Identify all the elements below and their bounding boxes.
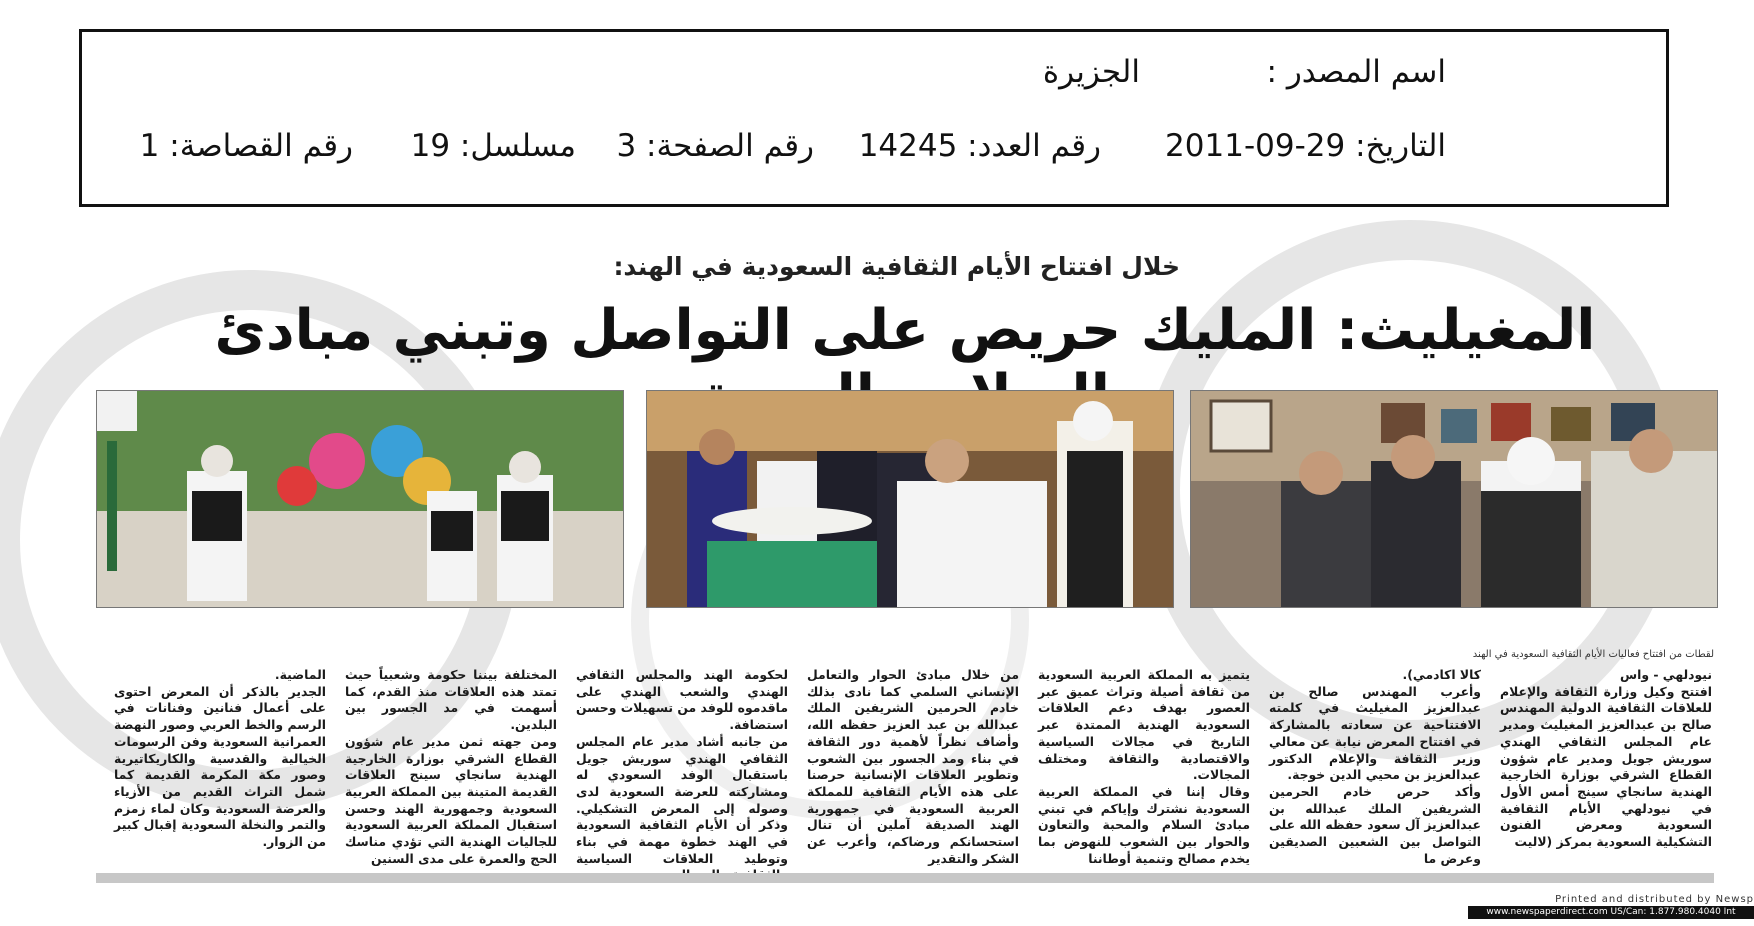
issue-field: رقم العدد: 14245 [858, 128, 1101, 164]
article-column-3 [1038, 667, 1250, 867]
clipping-metadata-box [79, 29, 1669, 207]
column-text: من خلال مبادئ الحوار والتعامل الإنساني السلمي كما نادى بذلك خادم الحرمين الشريفين الملك عبدالله بن عبد العزيز حفظه الله، وأضاف نظراً لأهمية دور الثقافة في بناء ومد الجسور بين الشعوب وتطوير العلاقات الإنسانية حرصنا على هذه الأيام الثقافية للمملكة العربية السعودية في جمهورية الهند الصديقة آملين أن تنال استحسانكم ورضاكم، وأعرب عن الشكر والتقدير [807, 667, 1019, 866]
article-column-2 [1269, 667, 1481, 867]
column-text: الماضية. الجدير بالذكر أن المعرض احتوى على أعمال فنانين وفنانات في الرسم والخط العربي وصور النهضة العمرانية السعودية وفن الرسومات الخيالية والقدسية والكاريكاتيرية وصور مكة المكرمة القديمة كما شمل التراث القديم من الأزياء والعرضة السعودية وكان لماء زمزم والتمر والنخلة السعودية إقبال كبير من الزوار. [114, 667, 326, 850]
article-headline: المغيليث: المليك حريص على التواصل وتبني مبادئ [214, 298, 1596, 363]
photo-exhibition-opening [1190, 390, 1718, 608]
page-field: رقم الصفحة: 3 [616, 128, 814, 164]
photo-folk-dance [96, 390, 624, 608]
article-bottom-rule [96, 873, 1714, 883]
source-value: الجزيرة [1042, 54, 1140, 90]
article-column-7 [114, 667, 326, 867]
serial-field: مسلسل: 19 [410, 128, 576, 164]
source-label: اسم المصدر : [1266, 54, 1446, 90]
clip-field: رقم القصاصة: 1 [139, 128, 353, 164]
article-column-5 [576, 667, 788, 867]
article-kicker: خلال افتتاح الأيام الثقافية السعودية في الهند: [613, 252, 1180, 281]
column-text: يتميز به المملكة العربية السعودية من ثقافة أصيلة وتراث عميق عبر العصور بهدف دعم العلاقات السعودية الهندية الممتدة عبر التاريخ في مجالات السياسية والاقتصادية والثقافة ومختلف المجالات. وقال إننا في المملكة العربية السعودية نشترك وإياكم في تبني مبادئ السلام والمحبة والتعاون والحوار بين الشعوب للنهوض بما يخدم مصالح وتنمية أوطاننا [1038, 667, 1250, 866]
column-text: المختلفة بيننا حكومة وشعبياً حيث تمتد هذه العلاقات منذ القدم، كما أسهمت في مد الجسور بين البلدين. ومن جهته ثمن مدير عام شؤون القطاع الشرقي بوزارة الخارجية الهندية سانجاي سينج العلاقات القديمة المتينة بين المملكة العربية السعودية وجمهورية الهند وحسن استقبال المملكة العربية السعودية للجاليات الهندية التي تؤدي مناسك الحج والعمرة على مدى السنين [345, 667, 557, 866]
photo-caption: لقطات من افتتاح فعاليات الأيام الثقافية السعودية في الهند [1472, 649, 1714, 660]
date-field: التاريخ: 29-09-2011 [1165, 128, 1446, 164]
distributor-url: www.newspaperdirect.com US/Can: 1.877.980.4040 Int [1468, 906, 1754, 919]
article-column-1 [1500, 667, 1712, 867]
metadata-row-source [82, 54, 1666, 94]
column-text: لحكومة الهند والمجلس الثقافي الهندي والشعب الهندي على ماقدموه للوفد من تسهيلات وحسن استضافة. من جانبه أشاد مدير عام المجلس الثقافي الهندي سوريش جويل باستقبال الوفد السعودي له ومشاركته للعرضة السعودية لدى وصوله إلى المعرض التشكيلي. وذكر أن الأيام الثقافية السعودية في الهند خطوة مهمة في بناء وتوطيد العلاقات السياسية [576, 667, 788, 866]
column-text: كالا اكادمي). وأعرب المهندس صالح بن عبدالعزيز المغيليث في كلمته الافتتاحية عن سعادته بالمشاركة في افتتاح المعرض نيابة عن معالي وزير الثقافة والإعلام الدكتور عبدالعزيز بن محيي الدين خوجة. وأكد حرص خادم الحرمين الشريفين الملك عبدالله بن عبدالعزيز آل سعود حفظه الله على التواصل بين الشعبين الصديقين وعرض ما [1269, 667, 1481, 866]
distributor-credit: Printed and distributed by Newsp [1555, 894, 1754, 905]
article-column-6 [345, 667, 557, 867]
photo-cake-cutting [646, 390, 1174, 608]
column-text: نيودلهي - واس افتتح وكيل وزارة الثقافة والإعلام للعلاقات الثقافية الدولية المهندس صالح بن عبدالعزيز المغيليث ومدير عام المجلس الثقافي الهندي سوريش جويل ومدير عام شؤون القطاع الشرقي بوزارة الخارجية الهندية سانجاي سينج أمس الأول في نيودلهي الأيام الثقافية السعودية ومعرض الفنون التشكيلية السعودية بمركز (لاليت [1500, 667, 1712, 850]
article-body [92, 667, 1712, 867]
article-column-4 [807, 667, 1019, 867]
metadata-row-details [82, 128, 1666, 168]
newspaper-article [0, 230, 1754, 926]
